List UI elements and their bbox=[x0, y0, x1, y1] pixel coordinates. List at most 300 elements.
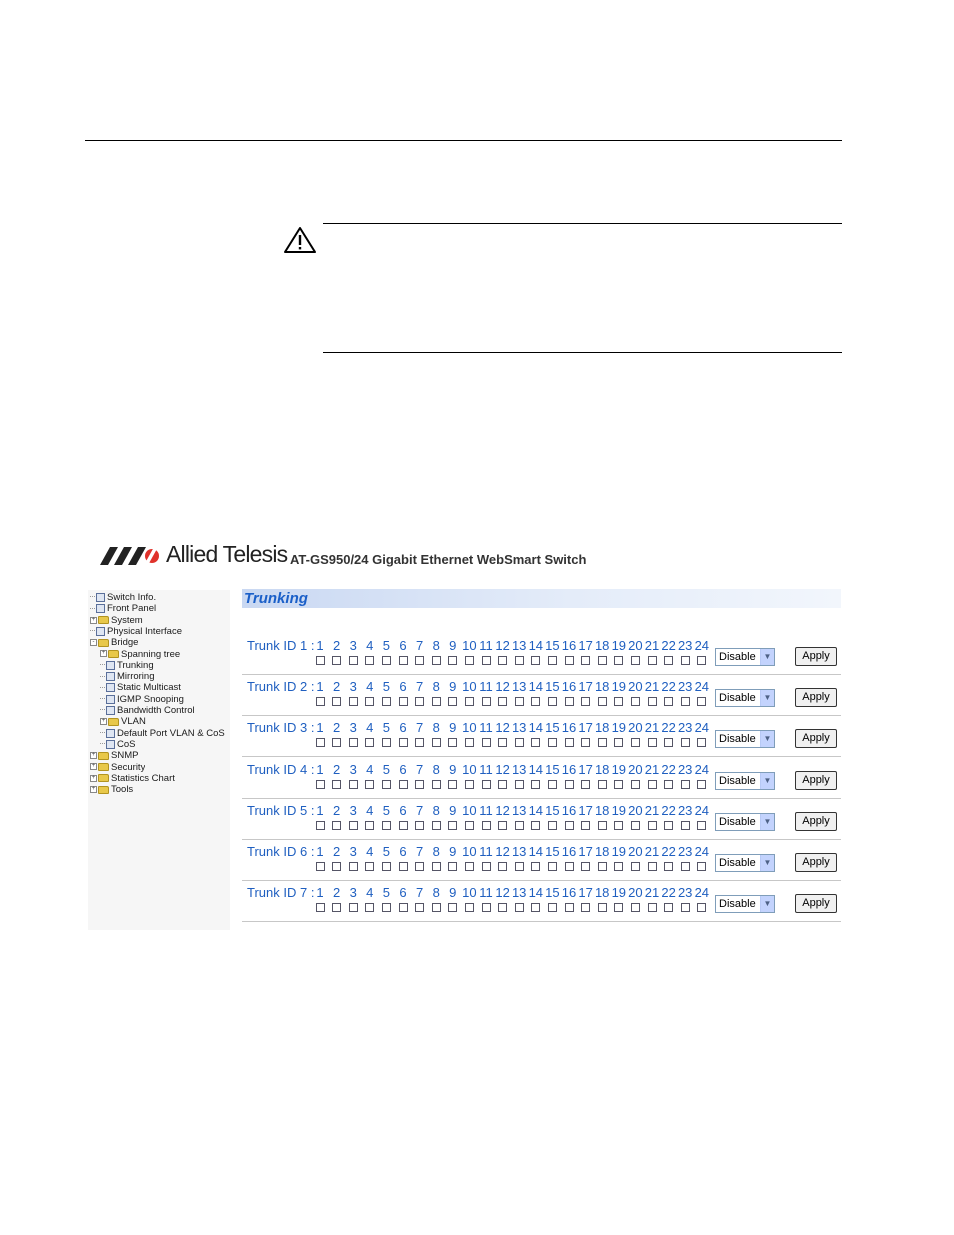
port-checkbox[interactable] bbox=[332, 903, 341, 912]
chevron-down-icon[interactable]: ▼ bbox=[760, 896, 774, 912]
port-number-label: 23 bbox=[677, 885, 693, 901]
port-checkbox[interactable] bbox=[515, 656, 524, 665]
port-number-label: 24 bbox=[694, 885, 710, 901]
chevron-down-icon[interactable]: ▼ bbox=[760, 855, 774, 871]
port-number-label: 6 bbox=[399, 679, 407, 695]
port-checkbox[interactable] bbox=[531, 862, 540, 871]
port-checkbox[interactable] bbox=[681, 903, 690, 912]
apply-button[interactable]: Apply bbox=[795, 647, 837, 666]
apply-button[interactable]: Apply bbox=[795, 688, 837, 707]
port-checkbox[interactable] bbox=[631, 738, 640, 747]
nav-item-default-port-vlan-cos[interactable] bbox=[100, 728, 225, 739]
port-checkbox[interactable] bbox=[531, 656, 540, 665]
port-checkbox[interactable] bbox=[349, 697, 358, 706]
port-number-label: 19 bbox=[611, 802, 627, 818]
port-checkbox[interactable] bbox=[515, 903, 524, 912]
port-checkbox[interactable] bbox=[316, 862, 325, 871]
nav-item-physical-interface[interactable] bbox=[90, 626, 182, 637]
trunk-mode-select[interactable] bbox=[715, 648, 775, 666]
port-checkbox[interactable] bbox=[614, 697, 623, 706]
expand-icon[interactable]: + bbox=[91, 752, 96, 759]
port-checkbox[interactable] bbox=[498, 862, 507, 871]
port-checkbox[interactable] bbox=[448, 697, 457, 706]
port-checkbox[interactable] bbox=[648, 862, 657, 871]
collapse-icon[interactable]: - bbox=[90, 639, 97, 646]
port-checkbox[interactable] bbox=[365, 821, 374, 830]
port-checkbox[interactable] bbox=[482, 697, 491, 706]
port-checkbox[interactable] bbox=[465, 903, 474, 912]
port-checkbox[interactable] bbox=[365, 738, 374, 747]
nav-item-switch-info[interactable] bbox=[90, 592, 156, 603]
page-icon bbox=[96, 604, 105, 613]
port-checkbox[interactable] bbox=[365, 780, 374, 789]
port-checkbox[interactable] bbox=[415, 697, 424, 706]
nav-item-trunking[interactable] bbox=[100, 660, 154, 671]
port-checkbox[interactable] bbox=[465, 656, 474, 665]
port-checkbox[interactable] bbox=[316, 697, 325, 706]
port-checkbox[interactable] bbox=[548, 697, 557, 706]
port-checkbox[interactable] bbox=[432, 738, 441, 747]
port-checkbox[interactable] bbox=[598, 821, 607, 830]
port-checkbox[interactable] bbox=[565, 780, 574, 789]
port-number-label: 15 bbox=[545, 679, 560, 695]
port-number-label: 14 bbox=[528, 844, 544, 859]
caution-top-rule bbox=[323, 223, 842, 224]
port-checkbox[interactable] bbox=[448, 821, 457, 830]
port-checkbox[interactable] bbox=[432, 862, 441, 871]
port-checkbox[interactable] bbox=[415, 656, 424, 665]
port-checkbox[interactable] bbox=[365, 656, 374, 665]
port-checkbox[interactable] bbox=[581, 903, 590, 912]
trunk-id-label: Trunk ID 6 : bbox=[247, 844, 315, 859]
port-checkbox[interactable] bbox=[432, 821, 441, 830]
port-checkbox[interactable] bbox=[332, 738, 341, 747]
port-checkbox[interactable] bbox=[399, 821, 408, 830]
trunk-row bbox=[242, 880, 841, 922]
port-checkbox[interactable] bbox=[515, 862, 524, 871]
apply-button[interactable]: Apply bbox=[795, 812, 837, 831]
port-checkbox[interactable] bbox=[565, 697, 574, 706]
port-number-label: 1 bbox=[316, 885, 324, 901]
port-checkbox[interactable] bbox=[515, 821, 524, 830]
port-number-label: 9 bbox=[449, 761, 457, 777]
port-checkbox[interactable] bbox=[349, 862, 358, 871]
nav-item-spanning-tree[interactable] bbox=[100, 649, 180, 660]
port-checkbox[interactable] bbox=[515, 697, 524, 706]
port-checkbox[interactable] bbox=[432, 697, 441, 706]
port-number-label: 17 bbox=[578, 885, 593, 901]
port-checkbox[interactable] bbox=[415, 903, 424, 912]
port-number-label: 12 bbox=[495, 638, 510, 653]
port-number-label: 24 bbox=[694, 720, 710, 736]
port-number-label: 14 bbox=[528, 720, 544, 736]
folder-icon bbox=[108, 718, 119, 726]
port-number-label: 16 bbox=[561, 638, 577, 653]
port-checkbox[interactable] bbox=[482, 821, 491, 830]
port-checkbox[interactable] bbox=[465, 738, 474, 747]
port-checkbox[interactable] bbox=[382, 903, 391, 912]
port-checkbox[interactable] bbox=[316, 738, 325, 747]
port-number-label: 6 bbox=[399, 761, 407, 777]
port-checkbox[interactable] bbox=[415, 738, 424, 747]
port-checkbox[interactable] bbox=[548, 903, 557, 912]
port-checkbox[interactable] bbox=[598, 780, 607, 789]
tree-connector-icon bbox=[90, 630, 95, 632]
page-icon bbox=[96, 627, 105, 636]
expand-icon[interactable]: + bbox=[91, 616, 96, 623]
port-checkbox[interactable] bbox=[581, 697, 590, 706]
port-number-label: 6 bbox=[399, 844, 407, 859]
nav-tree bbox=[88, 590, 230, 930]
port-checkbox[interactable] bbox=[399, 697, 408, 706]
port-checkbox[interactable] bbox=[631, 656, 640, 665]
chevron-down-icon[interactable]: ▼ bbox=[760, 731, 774, 747]
port-checkbox[interactable] bbox=[581, 780, 590, 789]
port-number-label: 7 bbox=[415, 638, 424, 653]
port-number-label: 21 bbox=[644, 720, 660, 736]
nav-item-bandwidth-control[interactable] bbox=[100, 705, 195, 716]
port-checkbox[interactable] bbox=[548, 821, 557, 830]
port-checkbox[interactable] bbox=[349, 780, 358, 789]
caution-bottom-rule bbox=[323, 352, 842, 353]
port-number-label: 5 bbox=[382, 720, 390, 736]
port-number-label: 20 bbox=[628, 679, 643, 695]
port-checkbox[interactable] bbox=[548, 738, 557, 747]
port-checkbox[interactable] bbox=[465, 697, 474, 706]
port-checkbox[interactable] bbox=[565, 821, 574, 830]
port-number-label: 1 bbox=[316, 720, 324, 736]
port-number-label: 16 bbox=[561, 885, 577, 901]
port-number-label: 19 bbox=[611, 638, 627, 653]
port-checkbox[interactable] bbox=[664, 862, 673, 871]
port-checkbox[interactable] bbox=[681, 821, 690, 830]
port-checkbox[interactable] bbox=[697, 903, 706, 912]
port-number-label: 2 bbox=[332, 638, 341, 653]
port-checkbox[interactable] bbox=[697, 862, 706, 871]
port-checkbox[interactable] bbox=[482, 903, 491, 912]
nav-item-cos[interactable] bbox=[100, 739, 135, 750]
port-checkbox[interactable] bbox=[349, 903, 358, 912]
page-icon bbox=[96, 593, 105, 602]
port-checkbox[interactable] bbox=[631, 862, 640, 871]
port-checkbox[interactable] bbox=[598, 738, 607, 747]
trunk-row bbox=[242, 633, 841, 675]
port-checkbox[interactable] bbox=[432, 780, 441, 789]
port-checkbox[interactable] bbox=[349, 738, 358, 747]
trunk-id-label: Trunk ID 4 : bbox=[247, 761, 315, 777]
port-checkbox[interactable] bbox=[365, 697, 374, 706]
port-number-label: 13 bbox=[511, 844, 527, 859]
nav-item-statistics-chart[interactable] bbox=[90, 773, 175, 784]
trunk-mode-select[interactable] bbox=[715, 895, 775, 913]
apply-button[interactable]: Apply bbox=[795, 853, 837, 872]
port-checkbox[interactable] bbox=[332, 697, 341, 706]
port-checkbox[interactable] bbox=[498, 780, 507, 789]
port-checkbox[interactable] bbox=[565, 862, 574, 871]
port-checkbox[interactable] bbox=[365, 862, 374, 871]
port-checkbox[interactable] bbox=[498, 903, 507, 912]
port-checkbox[interactable] bbox=[614, 738, 623, 747]
port-checkbox[interactable] bbox=[598, 656, 607, 665]
expand-icon[interactable]: + bbox=[91, 786, 96, 793]
port-checkbox[interactable] bbox=[664, 697, 673, 706]
trunk-mode-select[interactable] bbox=[715, 854, 775, 872]
nav-item-label: Tools bbox=[111, 784, 134, 796]
port-checkbox[interactable] bbox=[399, 862, 408, 871]
port-checkbox[interactable] bbox=[614, 656, 623, 665]
port-checkbox[interactable] bbox=[697, 821, 706, 830]
port-checkbox[interactable] bbox=[697, 738, 706, 747]
port-checkbox[interactable] bbox=[531, 821, 540, 830]
nav-item-tools[interactable] bbox=[90, 784, 133, 795]
port-checkbox[interactable] bbox=[581, 738, 590, 747]
port-checkbox[interactable] bbox=[382, 821, 391, 830]
port-checkbox[interactable] bbox=[664, 821, 673, 830]
port-checkbox[interactable] bbox=[465, 780, 474, 789]
port-checkbox[interactable] bbox=[399, 780, 408, 789]
port-checkbox[interactable] bbox=[465, 821, 474, 830]
port-checkbox[interactable] bbox=[448, 780, 457, 789]
port-checkbox[interactable] bbox=[448, 738, 457, 747]
top-rule bbox=[85, 140, 842, 141]
page-icon bbox=[106, 672, 115, 681]
port-number-label: 20 bbox=[628, 844, 643, 859]
port-number-label: 11 bbox=[479, 720, 493, 736]
port-checkbox[interactable] bbox=[382, 656, 391, 665]
trunk-mode-select[interactable] bbox=[715, 813, 775, 831]
port-number-label: 15 bbox=[545, 638, 560, 653]
port-checkbox[interactable] bbox=[581, 821, 590, 830]
port-checkbox[interactable] bbox=[316, 780, 325, 789]
nav-item-snmp[interactable] bbox=[90, 750, 138, 761]
port-number-label: 15 bbox=[545, 720, 560, 736]
port-checkbox[interactable] bbox=[614, 903, 623, 912]
port-checkbox[interactable] bbox=[565, 903, 574, 912]
port-checkbox[interactable] bbox=[432, 656, 441, 665]
port-checkbox[interactable] bbox=[349, 656, 358, 665]
port-checkbox[interactable] bbox=[631, 903, 640, 912]
port-checkbox[interactable] bbox=[382, 862, 391, 871]
port-checkbox[interactable] bbox=[482, 656, 491, 665]
chevron-down-icon[interactable]: ▼ bbox=[760, 649, 774, 665]
port-checkbox[interactable] bbox=[498, 656, 507, 665]
port-number-label: 7 bbox=[415, 844, 424, 859]
port-number-label: 17 bbox=[578, 720, 593, 736]
nav-item-front-panel[interactable] bbox=[90, 603, 156, 614]
trunk-id-label: Trunk ID 2 : bbox=[247, 679, 315, 695]
port-checkbox[interactable] bbox=[531, 903, 540, 912]
port-checkbox[interactable] bbox=[631, 697, 640, 706]
trunk-mode-value: Disable bbox=[719, 774, 756, 787]
nav-item-bridge[interactable] bbox=[90, 637, 138, 648]
port-checkbox[interactable] bbox=[598, 903, 607, 912]
port-checkbox[interactable] bbox=[681, 656, 690, 665]
port-checkbox[interactable] bbox=[697, 656, 706, 665]
port-checkbox[interactable] bbox=[515, 738, 524, 747]
nav-item-static-multicast[interactable] bbox=[100, 682, 181, 693]
port-checkbox[interactable] bbox=[432, 903, 441, 912]
port-checkbox[interactable] bbox=[614, 862, 623, 871]
port-checkbox[interactable] bbox=[581, 656, 590, 665]
port-checkbox[interactable] bbox=[382, 697, 391, 706]
port-checkbox[interactable] bbox=[565, 656, 574, 665]
port-checkbox[interactable] bbox=[548, 656, 557, 665]
port-checkbox[interactable] bbox=[498, 738, 507, 747]
port-checkbox[interactable] bbox=[648, 821, 657, 830]
warning-triangle-icon bbox=[283, 226, 317, 254]
port-checkbox[interactable] bbox=[664, 903, 673, 912]
port-checkbox[interactable] bbox=[399, 656, 408, 665]
port-checkbox[interactable] bbox=[515, 780, 524, 789]
nav-item-mirroring[interactable] bbox=[100, 671, 154, 682]
port-checkbox[interactable] bbox=[399, 738, 408, 747]
port-number-label: 7 bbox=[415, 885, 424, 901]
nav-item-igmp-snooping[interactable] bbox=[100, 694, 184, 705]
expand-icon[interactable]: + bbox=[101, 718, 106, 725]
section-title: Trunking bbox=[244, 590, 308, 607]
port-number-label: 6 bbox=[399, 885, 407, 901]
port-checkbox[interactable] bbox=[598, 862, 607, 871]
folder-icon bbox=[98, 786, 109, 794]
folder-icon bbox=[98, 763, 109, 771]
port-checkbox[interactable] bbox=[448, 656, 457, 665]
chevron-down-icon[interactable]: ▼ bbox=[760, 690, 774, 706]
port-number-label: 18 bbox=[594, 844, 610, 859]
port-checkbox[interactable] bbox=[697, 780, 706, 789]
trunk-mode-value: Disable bbox=[719, 733, 756, 746]
expand-icon[interactable]: + bbox=[101, 650, 106, 657]
port-checkbox[interactable] bbox=[548, 862, 557, 871]
port-number-label: 23 bbox=[677, 802, 693, 818]
port-checkbox[interactable] bbox=[581, 862, 590, 871]
port-number-label: 12 bbox=[495, 720, 510, 736]
port-checkbox[interactable] bbox=[382, 738, 391, 747]
trunk-id-label: Trunk ID 3 : bbox=[247, 720, 315, 736]
port-checkbox[interactable] bbox=[415, 862, 424, 871]
port-checkbox[interactable] bbox=[664, 738, 673, 747]
port-checkbox[interactable] bbox=[349, 821, 358, 830]
port-checkbox[interactable] bbox=[332, 656, 341, 665]
port-checkbox[interactable] bbox=[664, 656, 673, 665]
port-checkbox[interactable] bbox=[332, 862, 341, 871]
port-checkbox[interactable] bbox=[598, 697, 607, 706]
port-checkbox[interactable] bbox=[498, 821, 507, 830]
port-number-label: 4 bbox=[366, 844, 374, 859]
port-checkbox[interactable] bbox=[664, 780, 673, 789]
nav-item-system[interactable] bbox=[90, 615, 143, 626]
port-number-label: 1 bbox=[316, 761, 324, 777]
port-number-label: 4 bbox=[366, 720, 374, 736]
apply-button[interactable]: Apply bbox=[795, 729, 837, 748]
port-checkbox[interactable] bbox=[316, 903, 325, 912]
port-checkbox[interactable] bbox=[482, 862, 491, 871]
port-checkbox[interactable] bbox=[681, 780, 690, 789]
port-checkbox[interactable] bbox=[415, 780, 424, 789]
port-number-label: 16 bbox=[561, 802, 577, 818]
port-checkbox[interactable] bbox=[648, 697, 657, 706]
port-number-label: 5 bbox=[382, 885, 390, 901]
port-number-label: 12 bbox=[495, 679, 510, 695]
port-number-label: 8 bbox=[432, 761, 440, 777]
port-checkbox[interactable] bbox=[648, 903, 657, 912]
port-number-label: 11 bbox=[479, 638, 493, 653]
tree-connector-icon bbox=[100, 676, 105, 678]
page-icon bbox=[106, 695, 115, 704]
port-number-label: 2 bbox=[332, 885, 341, 901]
nav-item-security[interactable] bbox=[90, 762, 145, 773]
port-checkbox[interactable] bbox=[365, 903, 374, 912]
port-checkbox[interactable] bbox=[565, 738, 574, 747]
port-checkbox[interactable] bbox=[415, 821, 424, 830]
port-number-label: 13 bbox=[511, 885, 527, 901]
trunk-mode-select[interactable] bbox=[715, 689, 775, 707]
apply-button[interactable]: Apply bbox=[795, 894, 837, 913]
port-checkbox[interactable] bbox=[681, 697, 690, 706]
nav-item-label: Bridge bbox=[111, 637, 139, 649]
port-number-label: 22 bbox=[661, 761, 676, 777]
port-checkbox[interactable] bbox=[648, 780, 657, 789]
port-checkbox[interactable] bbox=[531, 780, 540, 789]
port-checkbox[interactable] bbox=[482, 780, 491, 789]
expand-icon[interactable]: + bbox=[91, 774, 96, 781]
port-number-label: 16 bbox=[561, 679, 577, 695]
port-checkbox[interactable] bbox=[399, 903, 408, 912]
port-checkbox[interactable] bbox=[614, 780, 623, 789]
port-checkbox[interactable] bbox=[631, 821, 640, 830]
port-checkbox[interactable] bbox=[482, 738, 491, 747]
port-number-label: 9 bbox=[449, 679, 457, 695]
port-checkbox[interactable] bbox=[648, 656, 657, 665]
port-checkbox[interactable] bbox=[332, 780, 341, 789]
apply-button[interactable]: Apply bbox=[795, 771, 837, 790]
port-number-label: 3 bbox=[349, 638, 357, 653]
port-checkbox[interactable] bbox=[498, 697, 507, 706]
port-checkbox[interactable] bbox=[531, 738, 540, 747]
port-number-label: 7 bbox=[415, 802, 424, 818]
port-checkbox[interactable] bbox=[681, 738, 690, 747]
nav-item-vlan[interactable] bbox=[100, 716, 146, 727]
port-number-label: 2 bbox=[332, 802, 341, 818]
trunk-mode-select[interactable] bbox=[715, 730, 775, 748]
port-checkbox[interactable] bbox=[332, 821, 341, 830]
port-checkbox[interactable] bbox=[465, 862, 474, 871]
port-checkbox[interactable] bbox=[631, 780, 640, 789]
port-checkbox[interactable] bbox=[316, 821, 325, 830]
port-number-label: 3 bbox=[349, 720, 357, 736]
port-number-label: 8 bbox=[432, 720, 440, 736]
port-checkbox[interactable] bbox=[548, 780, 557, 789]
port-checkbox[interactable] bbox=[681, 862, 690, 871]
port-checkbox[interactable] bbox=[316, 656, 325, 665]
port-checkbox[interactable] bbox=[448, 862, 457, 871]
port-number-label: 22 bbox=[661, 802, 676, 818]
port-checkbox[interactable] bbox=[648, 738, 657, 747]
port-checkbox[interactable] bbox=[448, 903, 457, 912]
trunk-mode-value: Disable bbox=[719, 692, 756, 705]
port-number-label: 5 bbox=[382, 844, 390, 859]
chevron-down-icon[interactable]: ▼ bbox=[760, 814, 774, 830]
chevron-down-icon[interactable]: ▼ bbox=[760, 773, 774, 789]
port-checkbox[interactable] bbox=[382, 780, 391, 789]
port-number-label: 21 bbox=[644, 802, 660, 818]
nav-item-label: CoS bbox=[117, 738, 136, 750]
port-number-label: 10 bbox=[462, 844, 477, 859]
expand-icon[interactable]: + bbox=[91, 763, 96, 770]
trunk-mode-select[interactable] bbox=[715, 772, 775, 790]
port-checkbox[interactable] bbox=[697, 697, 706, 706]
port-checkbox[interactable] bbox=[531, 697, 540, 706]
port-checkbox[interactable] bbox=[614, 821, 623, 830]
